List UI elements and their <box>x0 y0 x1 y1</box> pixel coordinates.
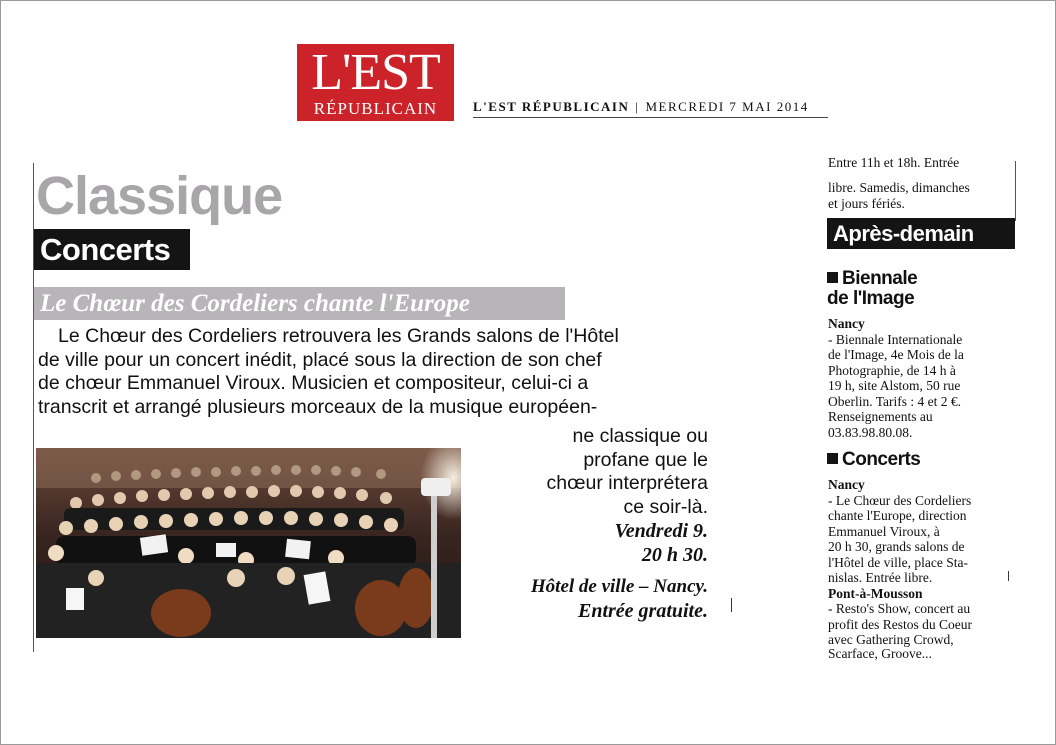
item-city: Nancy <box>828 316 865 331</box>
article-headline: Le Chœur des Cordeliers chante l'Europe <box>34 287 565 320</box>
sidebar-item-title <box>827 269 917 309</box>
body-line: transcrit et arrangé plusieurs morceaux de la musique européen- <box>38 395 598 418</box>
dateline <box>473 99 828 118</box>
event-price: Entrée gratuite. <box>577 600 708 622</box>
item-city: Pont-à-Mousson <box>828 585 923 601</box>
item-line: l'Hôtel de ville, place Sta- <box>828 554 969 570</box>
item-title-line: Concerts <box>842 449 921 470</box>
logo-sub-text: RÉPUBLICAIN <box>313 99 438 118</box>
item-line: avec Gathering Crowd, <box>828 632 954 647</box>
item-line: 03.83.98.80.08. <box>828 424 913 440</box>
sidebar-top-text <box>828 180 1008 211</box>
item-line: profit des Restos du Coeur <box>828 616 972 632</box>
sidebar-rule <box>1015 161 1016 221</box>
article-body <box>38 325 710 419</box>
wrap-line: ce soir-là. <box>623 495 708 518</box>
article-wrap-column <box>470 425 708 623</box>
body-line: de chœur Emmanuel Viroux. Musicien et compositeur, celui-ci a <box>38 372 589 394</box>
item-line: 19 h, site Alstom, 50 rue <box>828 378 961 393</box>
item-line: - Biennale Internationale <box>828 331 963 347</box>
sidebar-cut-line <box>828 155 1003 177</box>
event-venue: Hôtel de ville – Nancy. <box>530 576 708 597</box>
section-rubrique: Classique <box>36 166 283 226</box>
sidebar-item-body <box>828 477 1008 648</box>
event-day: Vendredi 9. <box>614 520 708 542</box>
sidebar-item-title <box>827 450 920 470</box>
square-bullet-icon <box>827 272 838 283</box>
item-line: de l'Image, 4e Mois de la <box>828 347 964 362</box>
event-time: 20 h 30. <box>641 544 708 566</box>
item-title-line: de l'Image <box>827 288 915 309</box>
wrap-line: ne classique ou <box>572 425 708 447</box>
newspaper-logo <box>297 44 454 121</box>
issue-date: MERCREDI 7 MAI 2014 <box>645 99 809 114</box>
section-tag: Concerts <box>34 229 190 270</box>
body-line: Le Chœur des Cordeliers retrouvera les Grands salons de l'Hôtel <box>58 325 619 347</box>
item-line: 20 h 30, grands salons de <box>828 539 965 554</box>
dateline-separator: | <box>635 99 640 114</box>
item-line: nislas. Entrée libre. <box>828 570 933 585</box>
sidebar-item-body <box>828 316 1008 440</box>
column-tick <box>731 598 732 612</box>
sidebar-top-line: libre. Samedis, dimanches <box>828 180 970 195</box>
item-line: - Resto's Show, concert au <box>828 601 971 616</box>
item-line: Emmanuel Viroux, à <box>828 523 940 539</box>
item-line: - Le Chœur des Cordeliers <box>828 492 972 508</box>
sidebar-top-line: et jours fériés. <box>828 195 905 211</box>
wrap-line: profane que le <box>583 448 708 471</box>
sidebar-clipped-line <box>828 646 1008 661</box>
item-line: Renseignements au <box>828 409 933 424</box>
clipped-line-text: Scarface, Groove... <box>828 646 932 661</box>
square-bullet-icon <box>827 453 838 464</box>
item-title-line: Biennale <box>842 268 918 289</box>
column-tick <box>1008 571 1009 581</box>
paper-name: L'EST RÉPUBLICAIN <box>473 99 630 114</box>
cut-line-text: Entre 11h et 18h. Entrée <box>828 155 960 170</box>
sidebar-section-title: Après-demain <box>827 218 1015 249</box>
wrap-line: chœur interprétera <box>546 472 708 494</box>
logo-main-text: L'EST <box>311 44 440 101</box>
body-line: de ville pour un concert inédit, placé sous la direction de son chef <box>38 348 602 371</box>
item-line: Oberlin. Tarifs : 4 et 2 €. <box>828 393 962 409</box>
item-city: Nancy <box>828 477 865 492</box>
item-line: chante l'Europe, direction <box>828 508 967 523</box>
choir-photo <box>36 448 461 638</box>
item-line: Photographie, de 14 h à <box>828 362 956 378</box>
choir-photo-illustration <box>36 448 461 638</box>
